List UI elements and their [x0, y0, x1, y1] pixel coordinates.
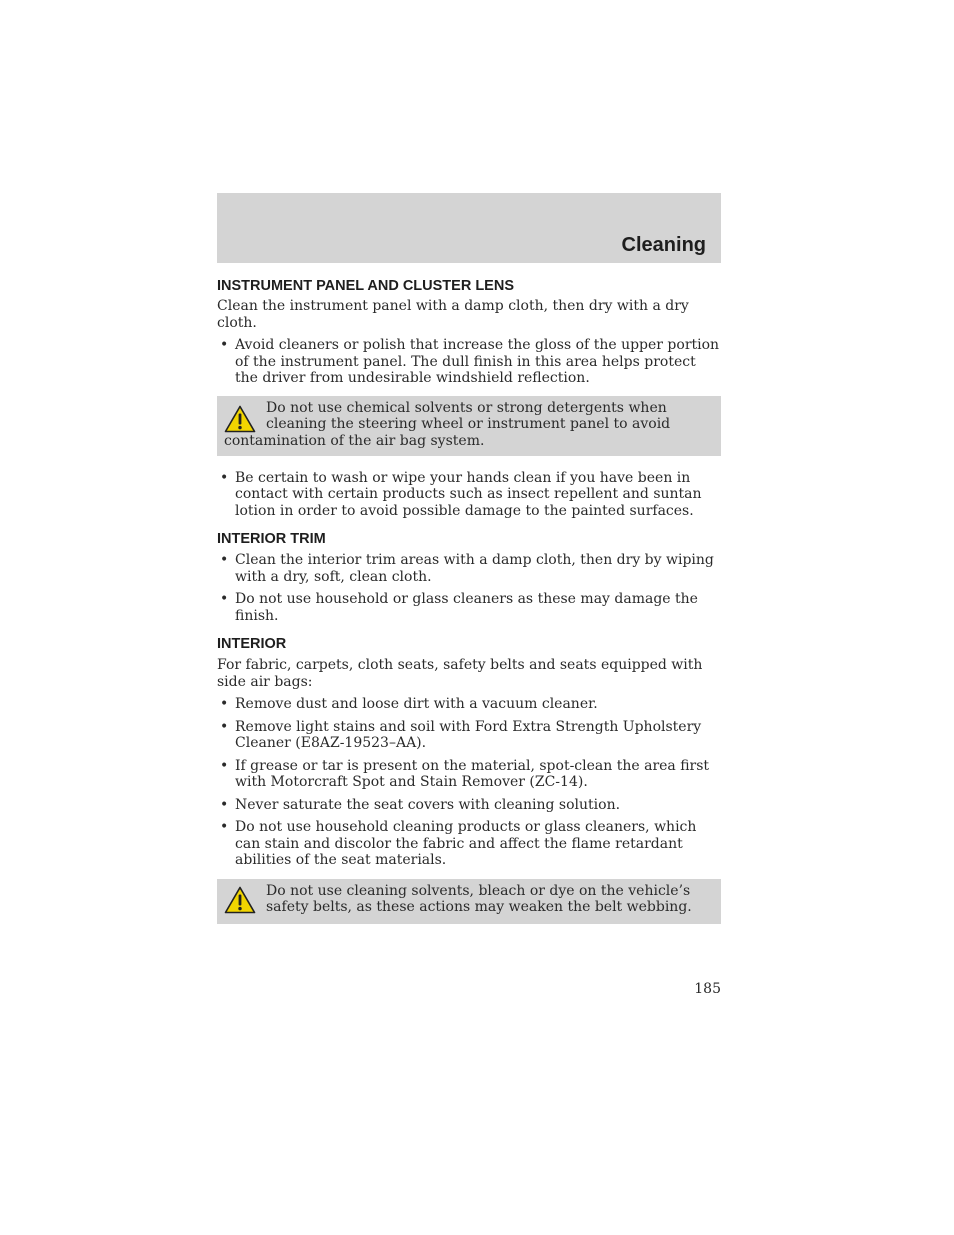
warning-text-safety-belts: Do not use cleaning solvents, bleach or dye on the vehicle’s safety belts, as these actions may weaken the belt webbing.: [266, 882, 692, 915]
section-header-bar: [217, 193, 721, 263]
bullet-list-interior: [217, 696, 721, 869]
paragraph-interior-intro: For fabric, carpets, cloth seats, safety belts and seats equipped with side air bags:: [217, 657, 703, 690]
bullet-list-instrument-panel: [217, 337, 721, 387]
section-title: Cleaning: [621, 234, 706, 256]
warning-triangle-icon: [224, 886, 256, 914]
list-item: • If grease or tar is present on the material, spot-clean the area first with Motorcraft Spot and Stain Remover (ZC-14).: [220, 757, 710, 790]
list-item: • Remove light stains and soil with Ford Extra Strength Upholstery Cleaner (E8AZ-19523–AA).: [220, 718, 702, 751]
warning-text-airbag: Do not use chemical solvents or strong detergents when cleaning the steering wheel or instrument panel to avoid contamination of the air bag system.: [224, 399, 671, 449]
list-item: • Remove dust and loose dirt with a vacuum cleaner.: [220, 696, 598, 712]
heading-interior: INTERIOR: [217, 636, 287, 652]
heading-interior-trim: INTERIOR TRIM: [217, 531, 326, 547]
heading-instrument-panel: INSTRUMENT PANEL AND CLUSTER LENS: [217, 278, 514, 294]
list-item: • Be certain to wash or wipe your hands clean if you have been in contact with certain products such as insect repellent and suntan lotion in order to avoid possible damage to the painted surfaces.: [220, 469, 702, 519]
page-number: 185: [694, 981, 721, 997]
page-content: [217, 276, 721, 924]
warning-box-safety-belts: [217, 879, 721, 924]
list-item: • Never saturate the seat covers with cleaning solution.: [220, 796, 621, 813]
bullet-list-hands: [217, 470, 721, 520]
warning-box-airbag: [217, 396, 721, 456]
bullet-list-interior-trim: [217, 552, 721, 624]
list-item: • Clean the interior trim areas with a damp cloth, then dry by wiping with a dry, soft, clean cloth.: [220, 552, 714, 585]
list-item: • Avoid cleaners or polish that increase the gloss of the upper portion of the instrument panel. The dull finish in this area helps protect the driver from undesirable windshield reflection.: [220, 337, 720, 386]
list-item: • Do not use household cleaning products or glass cleaners, which can stain and discolor the fabric and affect the flame retardant abilities of the seat materials.: [220, 819, 697, 868]
paragraph-instrument-panel-intro: Clean the instrument panel with a damp cloth, then dry with a dry cloth.: [217, 298, 689, 331]
list-item: • Do not use household or glass cleaners as these may damage the finish.: [220, 591, 698, 624]
warning-triangle-icon: [224, 405, 256, 433]
